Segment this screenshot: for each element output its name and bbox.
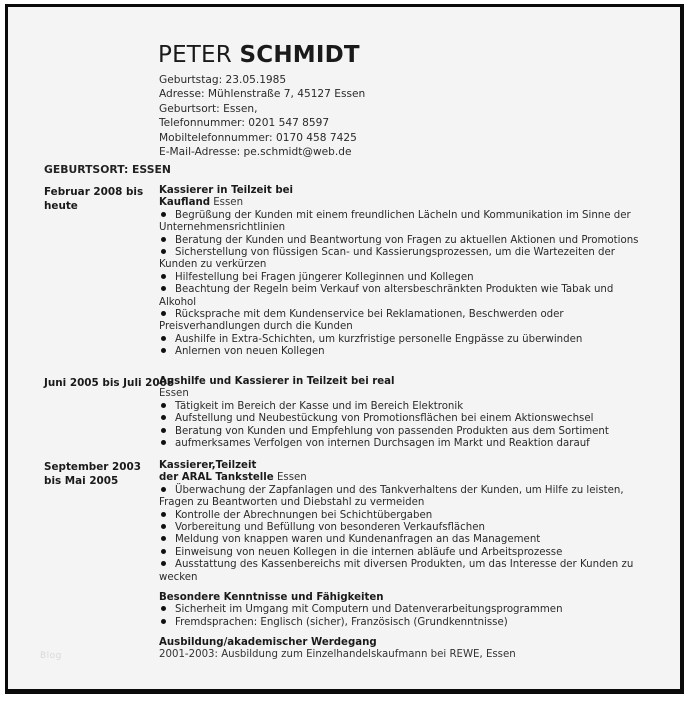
entry-bullets	[159, 485, 649, 584]
list-item: Rücksprache mit dem Kundenservice bei Reklamationen, Beschwerden oder Preisverhandlungen durch die Kunden	[159, 309, 564, 333]
bullet-icon	[161, 549, 166, 554]
list-item: Anlernen von neuen Kollegen	[159, 346, 649, 358]
mobile: Mobiltelefonnummer: 0170 458 7425	[159, 131, 357, 144]
address: Adresse: Mühlenstraße 7, 45127 Essen	[159, 88, 366, 101]
bullet-icon	[161, 286, 166, 291]
list-item: Kontrolle der Abrechnungen bei Schichtübergaben	[159, 510, 649, 522]
bullet-icon	[161, 536, 166, 541]
section-heading: GEBURTSORT: ESSEN	[44, 163, 171, 176]
education-heading: Ausbildung/akademischer Werdegang	[159, 637, 377, 648]
list-item: Einweisung von neuen Kollegen in die internen abläufe und Arbeitsprozesse	[159, 547, 649, 559]
skills-heading: Besondere Kenntnisse und Fähigkeiten	[159, 592, 384, 603]
entry-title: Kassierer in Teilzeit bei	[159, 185, 294, 196]
entry-body	[159, 185, 649, 359]
entry-title: Kassierer,Teilzeit	[159, 460, 257, 471]
education-line: 2001-2003: Ausbildung zum Einzelhandelskaufmann bei REWE, Essen	[159, 649, 516, 661]
entry-bullets	[159, 401, 649, 451]
bullet-icon	[161, 561, 166, 566]
bullet-icon	[161, 487, 166, 492]
bullet-icon	[161, 274, 166, 279]
bullet-icon	[161, 428, 166, 433]
list-item: Ausstattung des Kassenbereichs mit diversen Produkten, um das Interesse der Kunden zu wecken	[159, 559, 634, 583]
list-item: Hilfestellung bei Fragen jüngerer Kolleginnen und Kollegen	[159, 272, 649, 284]
entry-location: Essen	[213, 197, 244, 209]
list-item: Sicherheit im Umgang mit Computern und Datenverarbeitungsprogrammen	[159, 604, 649, 616]
bullet-icon	[161, 415, 166, 420]
bullet-icon	[161, 311, 166, 316]
list-item: Begrüßung der Kunden mit einem freundlichen Lächeln und Kommunikation im Sinne der Unternehmensrichtlinien	[159, 209, 631, 234]
last-name: SCHMIDT	[239, 42, 360, 68]
birthplace: Geburtsort: Essen,	[159, 102, 258, 115]
bullet-icon	[161, 619, 166, 624]
education-body	[159, 637, 649, 662]
entry-location: Essen	[276, 472, 307, 484]
list-item: Beachtung der Regeln beim Verkauf von altersbeschränkten Produkten wie Tabak und Alkohol	[159, 284, 614, 308]
list-item: Sicherstellung von flüssigen Scan- und Kassierungsprozessen, um die Wartezeiten der Kunden zu verkürzen	[159, 247, 615, 271]
bullet-icon	[161, 606, 166, 611]
entry-body	[159, 376, 649, 450]
entry-employer: Kaufland	[159, 197, 210, 209]
skills-body	[159, 592, 649, 629]
bullet-icon	[161, 249, 166, 254]
entry-date: Februar 2008 bis heute	[44, 186, 144, 212]
skills-bullets	[159, 604, 649, 629]
bullet-icon	[161, 440, 166, 445]
bullet-icon	[161, 524, 166, 529]
bullet-icon	[161, 336, 166, 341]
entry-bullets	[159, 210, 649, 359]
watermark: Blog	[40, 651, 62, 661]
list-item: Fremdsprachen: Englisch (sicher), Französisch (Grundkenntnisse)	[159, 617, 649, 629]
entry-date: September 2003 bis Mai 2005	[44, 461, 141, 487]
list-item: Überwachung der Zapfanlagen und des Tankverhaltens der Kunden, um Hilfe zu leisten, Fragen zu Beantworten und Diebstahl zu vermeiden	[159, 484, 624, 509]
entry-title: Aushilfe und Kassierer in Teilzeit bei real	[159, 376, 395, 387]
phone: Telefonnummer: 0201 547 8597	[159, 117, 330, 130]
email: E-Mail-Adresse: pe.schmidt@web.de	[159, 146, 352, 159]
list-item: Beratung von Kunden und Empfehlung von passenden Produkten aus dem Sortiment	[159, 426, 649, 438]
entry-body	[159, 460, 649, 584]
list-item: Meldung von knappen waren und Kundenanfragen an das Management	[159, 534, 649, 546]
first-name: PETER	[158, 42, 232, 68]
list-item: Aufstellung und Neubestückung von Promotionsflächen bei einem Aktionswechsel	[159, 413, 649, 425]
entry-location: Essen	[159, 388, 189, 400]
candidate-name	[158, 42, 360, 68]
entry-date: Juni 2005 bis Juli 2008	[44, 377, 175, 389]
entry-employer: der ARAL Tankstelle	[159, 472, 274, 484]
contact-block	[159, 73, 365, 159]
list-item: Vorbereitung und Befüllung von besonderen Verkaufsflächen	[159, 522, 649, 534]
bullet-icon	[161, 348, 166, 353]
bullet-icon	[161, 212, 166, 217]
birthday: Geburtstag: 23.05.1985	[159, 74, 287, 86]
bullet-icon	[161, 512, 166, 517]
list-item: Tätigkeit im Bereich der Kasse und im Bereich Elektronik	[159, 401, 649, 413]
list-item: Aushilfe in Extra-Schichten, um kurzfristige personelle Engpässe zu überwinden	[159, 334, 649, 346]
list-item: aufmerksames Verfolgen von internen Durchsagen im Markt und Reaktion darauf	[159, 438, 649, 450]
list-item: Beratung der Kunden und Beantwortung von Fragen zu aktuellen Aktionen und Promotions	[159, 235, 649, 247]
bullet-icon	[161, 237, 166, 242]
bullet-icon	[161, 403, 166, 408]
